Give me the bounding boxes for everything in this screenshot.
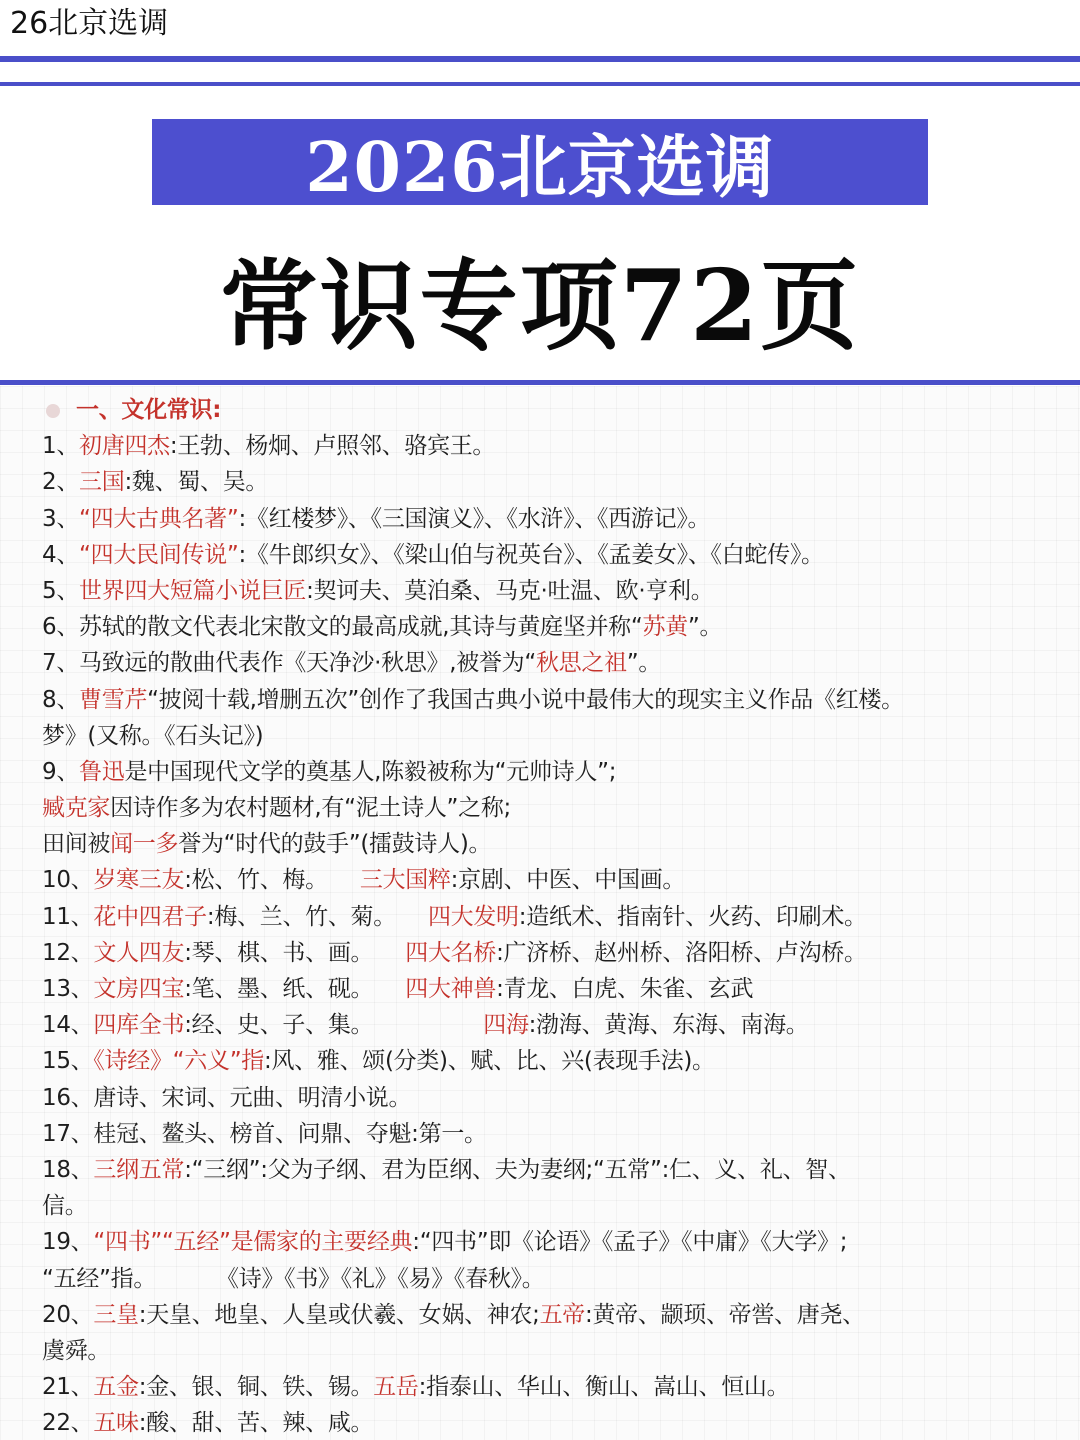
highlighted-term: 臧克家: [42, 795, 111, 822]
highlighted-term: 《诗经》“六义”指: [93, 1048, 265, 1075]
main-title: [0, 238, 1080, 364]
text-line: [42, 501, 1060, 537]
line-text: 2、: [42, 469, 80, 496]
line-text: 田间被: [42, 831, 111, 858]
highlighted-term: “四大古典名著”: [79, 505, 239, 532]
line-text: 4、: [42, 541, 80, 568]
highlighted-term: 三国: [79, 469, 125, 496]
line-text: 16、唐诗、宋词、元曲、明清小说。: [42, 1084, 412, 1111]
text-line: [42, 862, 1060, 898]
text-line: [42, 754, 1060, 790]
highlighted-term: 四海: [483, 1012, 529, 1039]
highlighted-term: 三大国粹: [359, 867, 451, 894]
highlighted-term: 五金: [93, 1374, 139, 1401]
line-text: :魏、蜀、吴。: [124, 469, 269, 496]
text-line: [42, 718, 1060, 754]
line-text: 6、苏轼的散文代表北宋散文的最高成就,其诗与黄庭坚并称“: [42, 614, 643, 641]
highlighted-term: 文人四友: [93, 939, 185, 966]
line-text: 9、: [42, 758, 80, 785]
line-text: :造纸术、指南针、火药、印刷术。: [518, 903, 867, 930]
line-text: 《诗》《书》《礼》《易》《春秋》。: [216, 1265, 545, 1292]
highlighted-term: 鲁迅: [79, 758, 125, 785]
line-text: “五经”指。: [42, 1265, 157, 1292]
line-text: 14、: [42, 1012, 94, 1039]
line-text: :广济桥、赵州桥、洛阳桥、卢沟桥。: [496, 939, 867, 966]
line-text: 12、: [42, 939, 94, 966]
text-line: [42, 1007, 1060, 1043]
top-rule-upper: [0, 56, 1080, 62]
line-text: :指泰山、华山、衡山、嵩山、恒山。: [418, 1374, 790, 1401]
text-line: [42, 790, 1060, 826]
top-rule-lower: [0, 82, 1080, 86]
line-text: 22、: [42, 1410, 94, 1437]
line-text: 20、: [42, 1301, 94, 1328]
line-text: 19、: [42, 1229, 94, 1256]
line-text: :松、竹、梅。: [184, 867, 328, 894]
text-line: [42, 464, 1060, 500]
document-image: [0, 386, 1080, 1440]
line-text: :渤海、黄海、东海、南海。: [528, 1012, 809, 1039]
text-line: [42, 645, 1060, 681]
highlighted-term: 四库全书: [93, 1012, 185, 1039]
highlighted-term: 初唐四杰: [79, 433, 170, 460]
text-line: [42, 1080, 1060, 1116]
main-title-text: 常识专项72页: [219, 248, 861, 364]
bullet-icon: [46, 404, 60, 418]
line-text: 1、: [42, 433, 80, 460]
text-line: [42, 1405, 1060, 1440]
line-text: 8、: [42, 686, 80, 713]
highlighted-term: “四大民间传说”: [79, 541, 239, 568]
text-line: [42, 428, 1060, 464]
line-text: ”。: [687, 614, 723, 641]
highlighted-term: 五帝: [539, 1301, 585, 1328]
line-text: :《红楼梦》、《三国演义》、《水浒》、《西游记》。: [238, 505, 711, 532]
highlighted-term: 秋思之祖: [535, 650, 627, 677]
text-line: [42, 1116, 1060, 1152]
line-text: 5、: [42, 577, 80, 604]
text-line: [42, 1152, 1060, 1188]
highlighted-term: “四书”“五经”是儒家的主要经典: [93, 1229, 413, 1256]
text-line: [42, 682, 1060, 718]
line-text: :风、雅、颂(分类)、赋、比、兴(表现手法)。: [264, 1048, 715, 1075]
banner-text: 2026北京选调: [305, 127, 775, 208]
line-text: 誉为“时代的鼓手”(擂鼓诗人)。: [178, 831, 492, 858]
highlighted-term: 岁寒三友: [93, 867, 185, 894]
line-text: :青龙、白虎、朱雀、玄武: [496, 976, 754, 1002]
text-line: [42, 573, 1060, 609]
text-line: [42, 826, 1060, 862]
highlighted-term: 闻一多: [110, 831, 179, 858]
line-text: :琴、棋、书、画。: [184, 939, 374, 966]
line-text: :酸、甜、苦、辣、咸。: [138, 1410, 374, 1437]
line-text: ”。: [626, 650, 662, 677]
text-line: [42, 1043, 1060, 1079]
highlighted-term: 三纲五常: [93, 1156, 185, 1183]
line-text: 7、马致远的散曲代表作《天净沙·秋思》,被誉为“: [42, 650, 536, 677]
line-text: :天皇、地皇、人皇或伏羲、女娲、神农;: [138, 1301, 540, 1328]
text-line: [42, 1224, 1060, 1260]
line-text: 10、: [42, 867, 94, 894]
highlighted-term: 曹雪芹: [79, 686, 148, 713]
text-line: [42, 609, 1060, 645]
document-lines: [42, 392, 1060, 1440]
section-heading: [42, 392, 1060, 428]
highlighted-term: 苏黄: [642, 614, 688, 641]
line-text: 3、: [42, 505, 80, 532]
line-text: :“四书”即《论语》《孟子》《中庸》《大学》;: [412, 1229, 848, 1256]
highlighted-term: 五味: [93, 1410, 139, 1437]
line-text: :京剧、中医、中国画。: [450, 867, 686, 894]
highlighted-term: 文房四宝: [93, 976, 185, 1002]
highlighted-term: 三皇: [93, 1301, 139, 1328]
highlighted-term: 世界四大短篇小说巨匠: [79, 577, 307, 604]
line-text: 因诗作多为农村题材,有“泥土诗人”之称;: [110, 795, 512, 822]
highlighted-term: 五岳: [373, 1374, 419, 1401]
highlighted-term: 四大名桥: [405, 939, 497, 966]
line-text: 信。: [42, 1193, 88, 1220]
section-rule: [0, 380, 1080, 385]
line-text: :经、史、子、集。: [184, 1012, 374, 1039]
line-text: 梦》(又称。《石头记》): [42, 722, 264, 749]
line-text: :笔、墨、纸、砚。: [184, 976, 374, 1002]
line-text: :《牛郎织女》、《梁山伯与祝英台》、《孟姜女》、《白蛇传》。: [238, 541, 824, 568]
text-line: [42, 971, 1060, 1007]
text-line: [42, 1261, 1060, 1297]
text-line: [42, 537, 1060, 573]
line-text: :契诃夫、莫泊桑、马克·吐温、欧·亨利。: [306, 577, 714, 604]
text-line: [42, 899, 1060, 935]
line-text: :金、银、铜、铁、锡。: [138, 1374, 374, 1401]
banner: [152, 119, 928, 208]
text-line: [42, 1369, 1060, 1405]
line-text: :梅、兰、竹、菊。: [206, 903, 396, 930]
post-title: 26北京选调: [10, 6, 169, 41]
highlighted-term: 花中四君子: [93, 903, 207, 930]
line-text: :“三纲”:父为子纲、君为臣纲、夫为妻纲;“五常”:仁、义、礼、智、: [184, 1156, 851, 1183]
text-line: [42, 1297, 1060, 1333]
section-heading-text: 一、文化常识:: [76, 397, 222, 423]
text-line: [42, 1333, 1060, 1369]
line-text: :王勃、杨炯、卢照邻、骆宾王。: [169, 433, 496, 460]
line-text: “披阅十载,增删五次”创作了我国古典小说中最伟大的现实主义作品《红楼。: [147, 686, 904, 713]
text-line: [42, 1188, 1060, 1224]
line-text: 17、桂冠、鳌头、榜首、问鼎、夺魁:第一。: [42, 1120, 487, 1147]
highlighted-term: 四大发明: [427, 903, 519, 930]
line-text: 是中国现代文学的奠基人,陈毅被称为“元帅诗人”;: [124, 758, 617, 785]
highlighted-term: 四大神兽: [405, 976, 497, 1002]
line-text: 21、: [42, 1374, 94, 1401]
line-text: 11、: [42, 903, 94, 930]
text-line: [42, 935, 1060, 971]
line-text: 13、: [42, 976, 94, 1002]
line-text: 15、: [42, 1048, 94, 1075]
line-text: 虞舜。: [42, 1337, 111, 1364]
line-text: 18、: [42, 1156, 94, 1183]
line-text: :黄帝、颛顼、帝喾、唐尧、: [585, 1301, 865, 1328]
